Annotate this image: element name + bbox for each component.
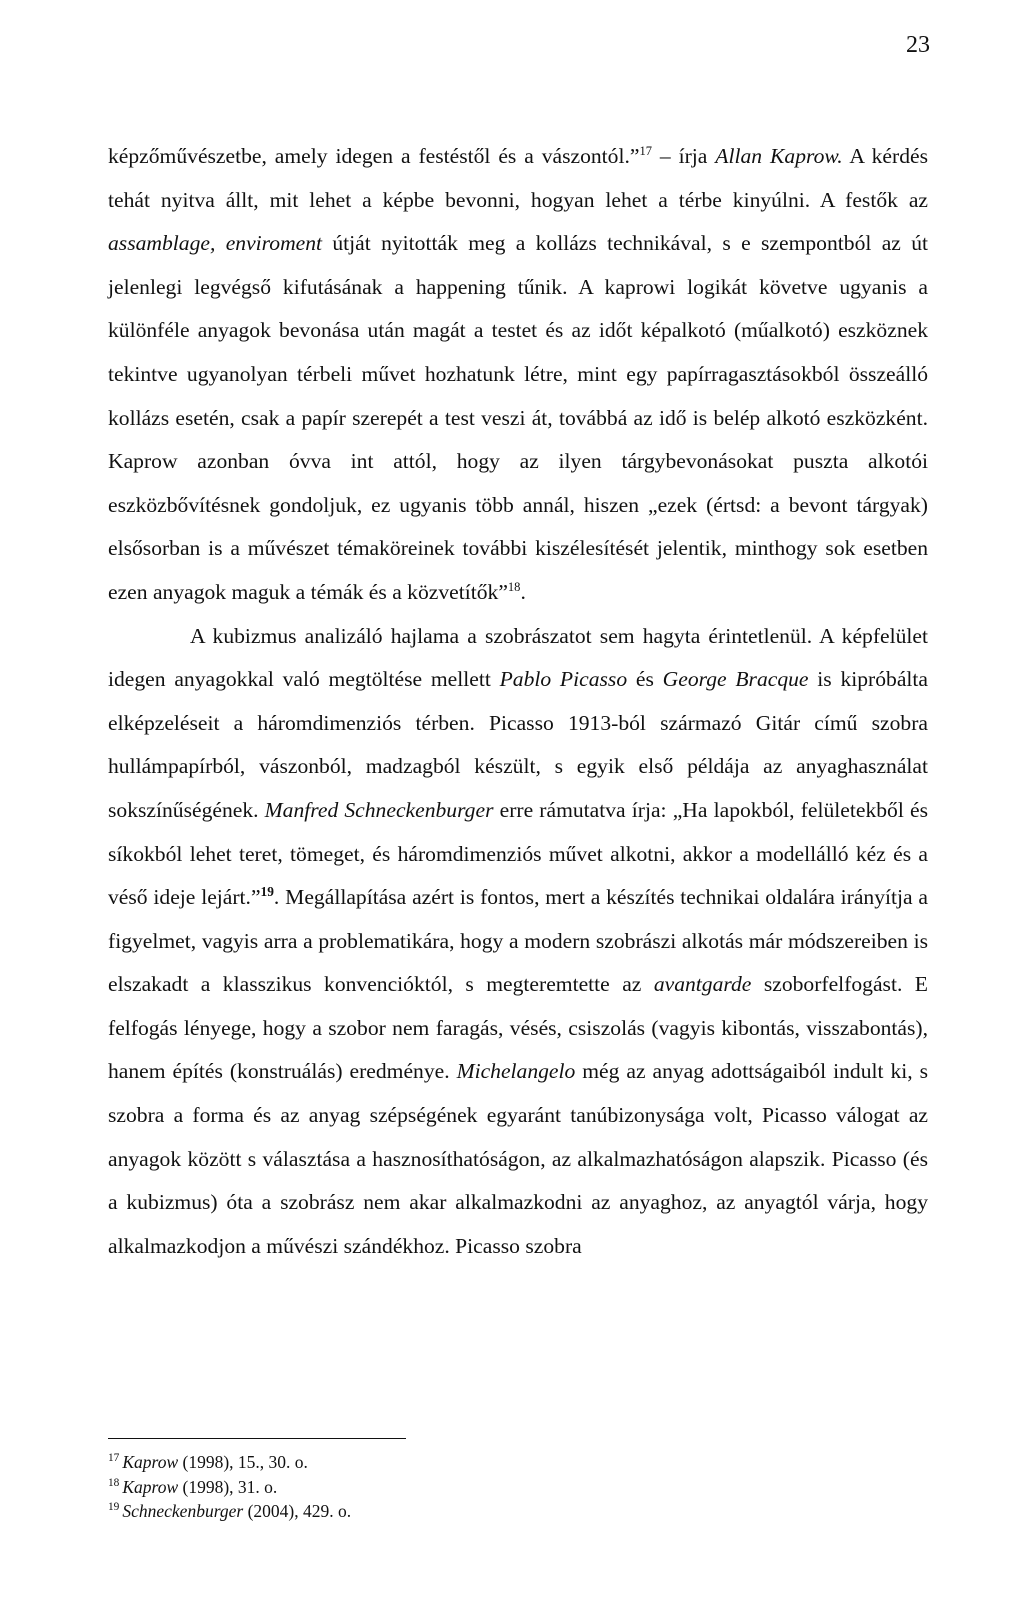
footnote-number: 17 (108, 1452, 120, 1465)
footnote-author: Kaprow (122, 1452, 179, 1472)
footnote-ref: 18 (507, 579, 521, 594)
text-run: képzőművészetbe, amely idegen a festéstől és a vászontól.” (108, 144, 640, 168)
footnote-number: 18 (108, 1476, 120, 1489)
footnote-author: Kaprow (122, 1476, 179, 1497)
footnote-19 (108, 1499, 928, 1524)
footnote-number: 19 (108, 1501, 120, 1514)
page-number: 23 (906, 32, 930, 58)
text-run: – írja (651, 144, 716, 168)
text-run: és (627, 667, 663, 692)
footnote-citation: (1998), 31. o. (178, 1476, 278, 1497)
body-text (108, 135, 928, 1268)
paragraph-1 (108, 135, 928, 615)
text-run: . Megállapítása azért is fontos, mert a készítés technikai oldalára irányítja a figyelmet, vagyis arra a problematikára, hogy a modern szobrászi alkotás már módszereiben is elszakadt a klasszikus konvencióktól, s megteremtette az (108, 885, 928, 997)
text-run: is kipróbálta elképzeléseit a háromdimenziós térben. Picasso 1913-ból származó Gitár című szobra hullámpapírból, vászonból, madzagból készült, s egyik első példája az anyaghasználat sokszínűségének. (108, 667, 928, 822)
text-run: A kubizmus analizáló hajlama a szobrászatot sem hagyta érintetlenül. A képfelület idegen anyagokkal való megtöltése mellett (108, 623, 928, 692)
italic-name: Manfred Schneckenburger (264, 797, 494, 822)
italic-name: George Bracque (662, 667, 809, 692)
text-run: . (520, 579, 526, 604)
italic-name: Pablo Picasso (499, 667, 628, 692)
footnote-author: Schneckenburger (122, 1501, 244, 1521)
footnote-citation: (2004), 429. o. (243, 1501, 352, 1521)
footnote-ref: 19 (260, 883, 274, 899)
text-run: még az anyag adottságaiból indult ki, s szobra a forma és az anyag szépségének egyaránt tanúbizonysága volt, Picasso válogat az anyagok között s választása a hasznosíthatóságon, az alkalmazhatóságon alapszik. Picasso (és a kubizmus) óta a szobrász nem akar alkalmazkodni az anyaghoz, az anyagtól várja, hogy alkalmazkodjon a művészi szándékhoz. Picasso szobra (108, 1059, 928, 1258)
italic-name: Allan Kaprow. (715, 144, 843, 168)
footnote-18 (108, 1475, 928, 1500)
italic-name: avantgarde (653, 972, 752, 997)
footnotes (108, 1450, 928, 1524)
paragraph-2 (108, 615, 928, 1269)
text-run: A kérdés tehát nyitva állt, mit lehet a képbe bevonni, hogyan lehet a térbe kinyúlni. A festők az (108, 144, 928, 212)
footnote-citation: (1998), 15., 30. o. (178, 1452, 308, 1472)
footnote-17 (108, 1450, 928, 1475)
footnote-divider (108, 1438, 406, 1439)
text-run: szoborfelfogást. E felfogás lényege, hogy a szobor nem faragás, vésés, csiszolás (vagyis kibontás, visszabontás), hanem építés (konstruálás) eredménye. (108, 972, 928, 1084)
text-run: útját nyitották meg a kollázs technikával, s e szempontból az út jelenlegi legvégső kifutásának a happening tűnik. A kaprowi logikát követve ugyanis a különféle anyagok bevonása után magát a testet és az időt képalkotó (műalkotó) eszköznek tekintve ugyanolyan térbeli művet hozhatunk létre, mint egy papírragasztásokból összeálló kollázs esetén, csak a papír szerepét a test veszi át, továbbá az idő is belép alkotó eszközként. Kaprow azonban óvva int attól, hogy az ilyen tárgybevonásokat puszta alkotói eszközbővítésnek gondoljuk, ez ugyanis több annál, hiszen „ezek (értsd: a bevont tárgyak) elsősorban is a művészet témaköreinek további kiszélesítését jelentik, minthogy sok esetben ezen anyagok maguk a témák és a közvetítők” (108, 231, 929, 604)
footnote-ref: 17 (639, 143, 652, 158)
text-run: erre rámutatva írja: „Ha lapokból, felületekből és síkokból lehet teret, tömeget, és háromdimenziós művet alkotni, akkor a modellálló kéz és a véső ideje lejárt.” (108, 797, 928, 910)
italic-name: Michelangelo (456, 1059, 576, 1084)
italic-name: assamblage, enviroment (108, 231, 323, 256)
